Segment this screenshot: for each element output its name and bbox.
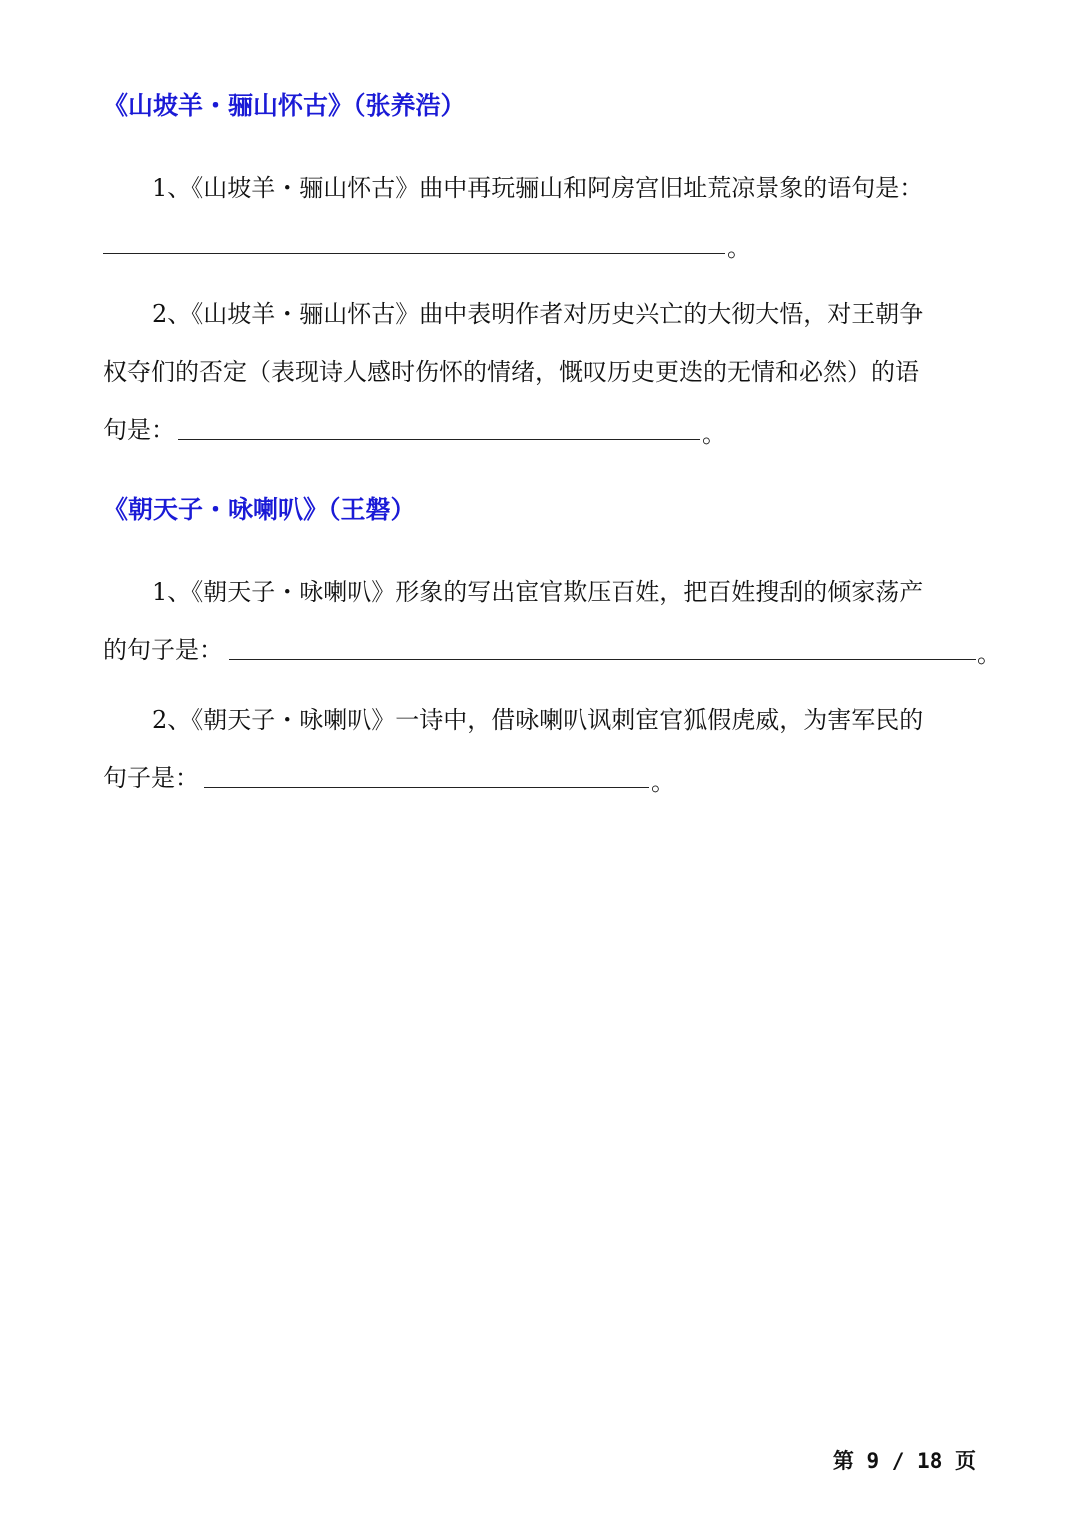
question-2-text-line-1: 2、《山坡羊・骊山怀古》曲中表明作者对历史兴亡的大彻大悟，对王朝争: [152, 300, 924, 328]
end-mark: 。: [702, 420, 726, 448]
question-2-text-line-2: 权夺们的否定（表现诗人感时伤怀的情绪，慨叹历史更迭的无情和必然）的语: [103, 358, 919, 386]
answer-blank-2[interactable]: [178, 439, 700, 440]
section-heading-shanpoyang: 《山坡羊・骊山怀古》（张养浩）: [103, 91, 466, 120]
section-heading-chaotianzi: 《朝天子・咏喇叭》（王磐）: [103, 495, 416, 524]
answer-blank-3[interactable]: [229, 659, 976, 660]
end-mark: 。: [651, 768, 675, 796]
answer-prefix: 句子是：: [103, 764, 199, 792]
question-4-text: 2、《朝天子・咏喇叭》一诗中，借咏喇叭讽刺宦官狐假虎威，为害军民的: [152, 706, 924, 734]
end-mark: 。: [727, 234, 751, 262]
answer-prefix: 的句子是：: [103, 636, 223, 664]
question-3-text: 1、《朝天子・咏喇叭》形象的写出宦官欺压百姓，把百姓搜刮的倾家荡产: [152, 578, 924, 606]
answer-blank-1[interactable]: [103, 253, 725, 254]
answer-blank-4[interactable]: [204, 787, 649, 788]
question-1-text: 1、《山坡羊・骊山怀古》曲中再玩骊山和阿房宫旧址荒凉景象的语句是：: [152, 174, 924, 202]
page-number: 第 9 / 18 页: [832, 1449, 976, 1473]
answer-prefix: 句是：: [103, 416, 175, 444]
end-mark: 。: [977, 640, 1001, 668]
